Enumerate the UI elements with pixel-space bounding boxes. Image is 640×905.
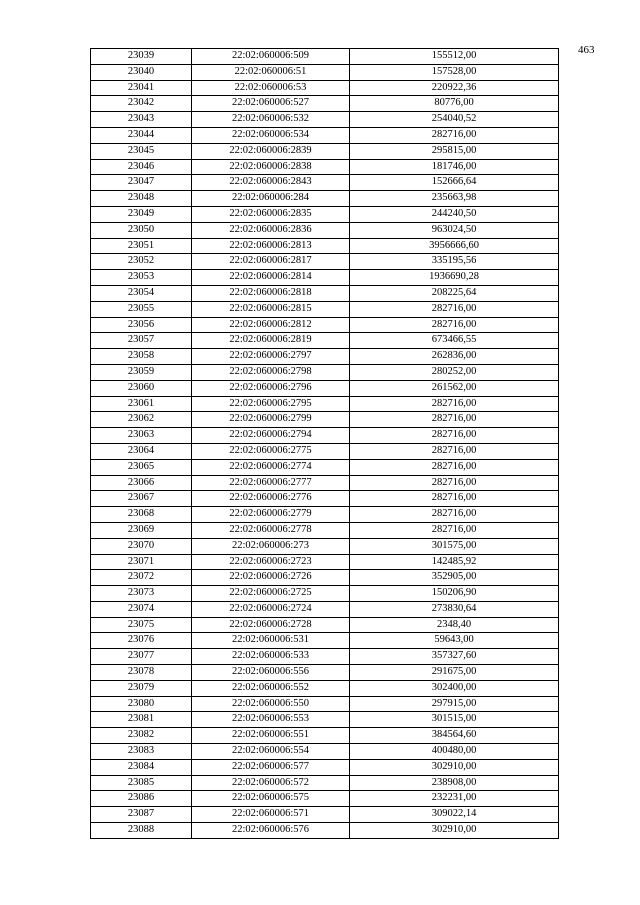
- value-cell: 302910,00: [350, 823, 559, 839]
- table-row: [91, 649, 559, 665]
- value-cell: 150206,90: [350, 586, 559, 602]
- value-cell: 157528,00: [350, 64, 559, 80]
- value-cell: 220922,36: [350, 80, 559, 96]
- cadastral-number-cell: 22:02:060006:53: [192, 80, 350, 96]
- table-row: [91, 349, 559, 365]
- value-cell: 309022,14: [350, 807, 559, 823]
- table-row: [91, 254, 559, 270]
- row-number-cell: 23041: [91, 80, 192, 96]
- row-number-cell: 23045: [91, 143, 192, 159]
- table-row: [91, 728, 559, 744]
- cadastral-number-cell: 22:02:060006:273: [192, 538, 350, 554]
- value-cell: 282716,00: [350, 428, 559, 444]
- row-number-cell: 23087: [91, 807, 192, 823]
- table-row: [91, 522, 559, 538]
- table-row: [91, 270, 559, 286]
- cadastral-number-cell: 22:02:060006:2797: [192, 349, 350, 365]
- cadastral-number-cell: 22:02:060006:2815: [192, 301, 350, 317]
- value-cell: 2348,40: [350, 617, 559, 633]
- row-number-cell: 23054: [91, 285, 192, 301]
- row-number-cell: 23063: [91, 428, 192, 444]
- row-number-cell: 23080: [91, 696, 192, 712]
- table-row: [91, 396, 559, 412]
- table-row: [91, 64, 559, 80]
- row-number-cell: 23056: [91, 317, 192, 333]
- table-row: [91, 364, 559, 380]
- table-row: [91, 538, 559, 554]
- table-row: [91, 459, 559, 475]
- value-cell: 261562,00: [350, 380, 559, 396]
- row-number-cell: 23065: [91, 459, 192, 475]
- row-number-cell: 23047: [91, 175, 192, 191]
- row-number-cell: 23066: [91, 475, 192, 491]
- value-cell: 282716,00: [350, 459, 559, 475]
- cadastral-number-cell: 22:02:060006:2774: [192, 459, 350, 475]
- row-number-cell: 23040: [91, 64, 192, 80]
- row-number-cell: 23048: [91, 191, 192, 207]
- table-row: [91, 443, 559, 459]
- cadastral-number-cell: 22:02:060006:576: [192, 823, 350, 839]
- table-row: [91, 586, 559, 602]
- value-cell: 400480,00: [350, 744, 559, 760]
- row-number-cell: 23042: [91, 96, 192, 112]
- value-cell: 208225,64: [350, 285, 559, 301]
- cadastral-number-cell: 22:02:060006:2723: [192, 554, 350, 570]
- row-number-cell: 23046: [91, 159, 192, 175]
- row-number-cell: 23083: [91, 744, 192, 760]
- value-cell: 238908,00: [350, 775, 559, 791]
- cadastral-number-cell: 22:02:060006:509: [192, 49, 350, 65]
- table-row: [91, 696, 559, 712]
- data-table: [90, 48, 559, 839]
- value-cell: 673466,55: [350, 333, 559, 349]
- cadastral-number-cell: 22:02:060006:2778: [192, 522, 350, 538]
- table-row: [91, 823, 559, 839]
- table-row: [91, 222, 559, 238]
- row-number-cell: 23050: [91, 222, 192, 238]
- value-cell: 335195,56: [350, 254, 559, 270]
- cadastral-number-cell: 22:02:060006:2812: [192, 317, 350, 333]
- table-row: [91, 127, 559, 143]
- value-cell: 282716,00: [350, 522, 559, 538]
- cadastral-number-cell: 22:02:060006:552: [192, 680, 350, 696]
- value-cell: 282716,00: [350, 317, 559, 333]
- value-cell: 254040,52: [350, 112, 559, 128]
- row-number-cell: 23069: [91, 522, 192, 538]
- row-number-cell: 23074: [91, 601, 192, 617]
- table-row: [91, 601, 559, 617]
- table-row: [91, 554, 559, 570]
- row-number-cell: 23081: [91, 712, 192, 728]
- row-number-cell: 23057: [91, 333, 192, 349]
- cadastral-number-cell: 22:02:060006:2796: [192, 380, 350, 396]
- table-row: [91, 791, 559, 807]
- value-cell: 282716,00: [350, 301, 559, 317]
- value-cell: 262836,00: [350, 349, 559, 365]
- cadastral-number-cell: 22:02:060006:2819: [192, 333, 350, 349]
- value-cell: 244240,50: [350, 206, 559, 222]
- row-number-cell: 23086: [91, 791, 192, 807]
- cadastral-number-cell: 22:02:060006:575: [192, 791, 350, 807]
- row-number-cell: 23053: [91, 270, 192, 286]
- value-cell: 232231,00: [350, 791, 559, 807]
- row-number-cell: 23068: [91, 507, 192, 523]
- table-row: [91, 665, 559, 681]
- value-cell: 301515,00: [350, 712, 559, 728]
- table-row: [91, 112, 559, 128]
- cadastral-number-cell: 22:02:060006:2725: [192, 586, 350, 602]
- value-cell: 155512,00: [350, 49, 559, 65]
- cadastral-number-cell: 22:02:060006:2776: [192, 491, 350, 507]
- row-number-cell: 23078: [91, 665, 192, 681]
- row-number-cell: 23077: [91, 649, 192, 665]
- value-cell: 142485,92: [350, 554, 559, 570]
- value-cell: 235663,98: [350, 191, 559, 207]
- table-row: [91, 191, 559, 207]
- row-number-cell: 23073: [91, 586, 192, 602]
- row-number-cell: 23076: [91, 633, 192, 649]
- table-row: [91, 159, 559, 175]
- row-number-cell: 23064: [91, 443, 192, 459]
- table-row: [91, 680, 559, 696]
- value-cell: 302400,00: [350, 680, 559, 696]
- cadastral-number-cell: 22:02:060006:554: [192, 744, 350, 760]
- value-cell: 297915,00: [350, 696, 559, 712]
- cadastral-number-cell: 22:02:060006:2794: [192, 428, 350, 444]
- value-cell: 3956666,60: [350, 238, 559, 254]
- cadastral-number-cell: 22:02:060006:534: [192, 127, 350, 143]
- cadastral-number-cell: 22:02:060006:2843: [192, 175, 350, 191]
- cadastral-number-cell: 22:02:060006:2835: [192, 206, 350, 222]
- row-number-cell: 23059: [91, 364, 192, 380]
- cadastral-number-cell: 22:02:060006:533: [192, 649, 350, 665]
- cadastral-number-cell: 22:02:060006:556: [192, 665, 350, 681]
- value-cell: 282716,00: [350, 396, 559, 412]
- cadastral-number-cell: 22:02:060006:51: [192, 64, 350, 80]
- row-number-cell: 23084: [91, 759, 192, 775]
- table-body: [91, 49, 559, 839]
- cadastral-number-cell: 22:02:060006:2799: [192, 412, 350, 428]
- cadastral-number-cell: 22:02:060006:527: [192, 96, 350, 112]
- value-cell: 80776,00: [350, 96, 559, 112]
- value-cell: 295815,00: [350, 143, 559, 159]
- cadastral-number-cell: 22:02:060006:2838: [192, 159, 350, 175]
- value-cell: 1936690,28: [350, 270, 559, 286]
- value-cell: 352905,00: [350, 570, 559, 586]
- row-number-cell: 23075: [91, 617, 192, 633]
- cadastral-number-cell: 22:02:060006:572: [192, 775, 350, 791]
- cadastral-number-cell: 22:02:060006:2777: [192, 475, 350, 491]
- row-number-cell: 23079: [91, 680, 192, 696]
- table-row: [91, 807, 559, 823]
- row-number-cell: 23062: [91, 412, 192, 428]
- table-row: [91, 570, 559, 586]
- table-row: [91, 80, 559, 96]
- table-row: [91, 143, 559, 159]
- cadastral-number-cell: 22:02:060006:2726: [192, 570, 350, 586]
- cadastral-number-cell: 22:02:060006:550: [192, 696, 350, 712]
- table-row: [91, 712, 559, 728]
- row-number-cell: 23058: [91, 349, 192, 365]
- value-cell: 291675,00: [350, 665, 559, 681]
- row-number-cell: 23044: [91, 127, 192, 143]
- table-row: [91, 507, 559, 523]
- value-cell: 357327,60: [350, 649, 559, 665]
- value-cell: 181746,00: [350, 159, 559, 175]
- table-row: [91, 317, 559, 333]
- value-cell: 59643,00: [350, 633, 559, 649]
- cadastral-number-cell: 22:02:060006:531: [192, 633, 350, 649]
- table-row: [91, 744, 559, 760]
- cadastral-number-cell: 22:02:060006:2836: [192, 222, 350, 238]
- table-row: [91, 285, 559, 301]
- page-number: 463: [578, 44, 595, 56]
- table-row: [91, 333, 559, 349]
- value-cell: 384564,60: [350, 728, 559, 744]
- cadastral-number-cell: 22:02:060006:2724: [192, 601, 350, 617]
- row-number-cell: 23043: [91, 112, 192, 128]
- row-number-cell: 23039: [91, 49, 192, 65]
- value-cell: 280252,00: [350, 364, 559, 380]
- row-number-cell: 23049: [91, 206, 192, 222]
- table-row: [91, 428, 559, 444]
- row-number-cell: 23067: [91, 491, 192, 507]
- cadastral-number-cell: 22:02:060006:2817: [192, 254, 350, 270]
- table-row: [91, 412, 559, 428]
- value-cell: 282716,00: [350, 475, 559, 491]
- cadastral-number-cell: 22:02:060006:2795: [192, 396, 350, 412]
- table-row: [91, 380, 559, 396]
- value-cell: 282716,00: [350, 127, 559, 143]
- value-cell: 301575,00: [350, 538, 559, 554]
- value-cell: 282716,00: [350, 507, 559, 523]
- table-row: [91, 491, 559, 507]
- value-cell: 282716,00: [350, 412, 559, 428]
- row-number-cell: 23085: [91, 775, 192, 791]
- table-row: [91, 475, 559, 491]
- row-number-cell: 23071: [91, 554, 192, 570]
- row-number-cell: 23055: [91, 301, 192, 317]
- table-row: [91, 49, 559, 65]
- table-row: [91, 175, 559, 191]
- value-cell: 282716,00: [350, 491, 559, 507]
- cadastral-number-cell: 22:02:060006:2775: [192, 443, 350, 459]
- value-cell: 302910,00: [350, 759, 559, 775]
- table-row: [91, 633, 559, 649]
- cadastral-number-cell: 22:02:060006:532: [192, 112, 350, 128]
- cadastral-number-cell: 22:02:060006:2728: [192, 617, 350, 633]
- table-row: [91, 238, 559, 254]
- table-row: [91, 617, 559, 633]
- table-row: [91, 301, 559, 317]
- cadastral-number-cell: 22:02:060006:2813: [192, 238, 350, 254]
- table-row: [91, 775, 559, 791]
- row-number-cell: 23070: [91, 538, 192, 554]
- table-row: [91, 206, 559, 222]
- row-number-cell: 23082: [91, 728, 192, 744]
- cadastral-number-cell: 22:02:060006:571: [192, 807, 350, 823]
- row-number-cell: 23060: [91, 380, 192, 396]
- cadastral-number-cell: 22:02:060006:577: [192, 759, 350, 775]
- cadastral-number-cell: 22:02:060006:551: [192, 728, 350, 744]
- cadastral-number-cell: 22:02:060006:2779: [192, 507, 350, 523]
- cadastral-number-cell: 22:02:060006:2818: [192, 285, 350, 301]
- value-cell: 273830,64: [350, 601, 559, 617]
- cadastral-number-cell: 22:02:060006:2814: [192, 270, 350, 286]
- cadastral-number-cell: 22:02:060006:2798: [192, 364, 350, 380]
- cadastral-number-cell: 22:02:060006:284: [192, 191, 350, 207]
- value-cell: 152666,64: [350, 175, 559, 191]
- row-number-cell: 23088: [91, 823, 192, 839]
- row-number-cell: 23072: [91, 570, 192, 586]
- row-number-cell: 23061: [91, 396, 192, 412]
- cadastral-number-cell: 22:02:060006:553: [192, 712, 350, 728]
- row-number-cell: 23052: [91, 254, 192, 270]
- value-cell: 282716,00: [350, 443, 559, 459]
- table-row: [91, 759, 559, 775]
- row-number-cell: 23051: [91, 238, 192, 254]
- value-cell: 963024,50: [350, 222, 559, 238]
- cadastral-number-cell: 22:02:060006:2839: [192, 143, 350, 159]
- table-row: [91, 96, 559, 112]
